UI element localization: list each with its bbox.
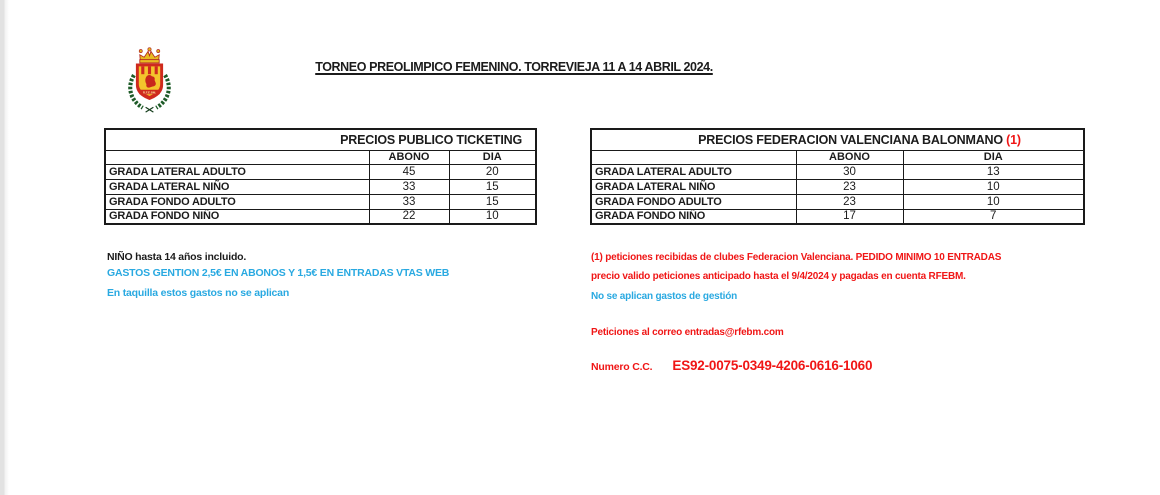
table-row [105,179,536,194]
dia-value: 10 [449,209,536,224]
row-label: GRADA FONDO ADULTO [105,194,369,209]
table-title-row [591,129,1084,150]
row-label: GRADA LATERAL ADULTO [591,164,796,179]
row-label: GRADA FONDO ADULTO [591,194,796,209]
page-title: TORNEO PREOLIMPICO FEMENINO. TORREVIEJA 11 A 14 ABRIL 2024. [315,60,713,74]
row-label: GRADA LATERAL NIÑO [105,179,369,194]
dia-value: 20 [449,164,536,179]
email-contact-line: Peticiones al correo entradas@rfebm.com [591,327,784,338]
account-label: Numero C.C. [591,361,653,373]
table-header-row [591,150,1084,164]
table-row [591,179,1084,194]
public-ticketing-table [104,128,537,225]
ticketing-notes [107,251,449,300]
dia-value: 10 [903,194,1084,209]
corner-cell [105,150,369,164]
table-header-row [105,150,536,164]
col-header-abono: ABONO [369,150,449,164]
col-header-dia: DIA [903,150,1084,164]
dia-value: 15 [449,179,536,194]
table-title: PRECIOS FEDERACION VALENCIANA BALONMANO (1) [591,129,1084,150]
federacion-valenciana-table [590,128,1085,225]
abono-value: 22 [369,209,449,224]
table-row [591,194,1084,209]
shield-icon [136,64,163,100]
note-gastos-gestion: GASTOS GENTION 2,5€ EN ABONOS Y 1,5€ EN ENTRADAS VTAS WEB [107,267,450,279]
footnote-marker: (1) [1006,132,1021,147]
table-row [105,209,536,224]
dia-value: 7 [903,209,1084,224]
rfebm-crest-logo [126,47,173,115]
viewer-left-edge [0,0,10,495]
table-title: PRECIOS PUBLICO TICKETING [105,129,536,150]
bank-account-line [591,357,872,375]
row-label: GRADA LATERAL ADULTO [105,164,369,179]
abono-value: 30 [796,164,903,179]
crown-icon [139,48,160,63]
account-number: ES92-0075-0349-4206-0616-1060 [672,358,873,373]
note-nino: NIÑO hasta 14 años incluido. [107,251,247,263]
note-taquilla: En taquilla estos gastos no se aplican [107,287,290,299]
federacion-notes [591,251,1001,303]
col-header-abono: ABONO [796,150,903,164]
corner-cell [591,150,796,164]
abono-value: 33 [369,179,449,194]
table-row [591,164,1084,179]
note-no-gastos: No se aplican gastos de gestión [591,291,738,302]
abono-value: 45 [369,164,449,179]
table-title-row [105,129,536,150]
crest-caption: R.F.E.BM. [142,90,157,95]
dia-value: 10 [903,179,1084,194]
wreath-knot [146,107,154,112]
abono-value: 23 [796,179,903,194]
row-label: GRADA FONDO NIÑO [105,209,369,224]
note-footnote-1: (1) peticiones recibidas de clubes Federacion Valenciana. PEDIDO MINIMO 10 ENTRADAS [591,252,1002,263]
col-header-dia: DIA [449,150,536,164]
table-row [105,194,536,209]
row-label: GRADA LATERAL NIÑO [591,179,796,194]
abono-value: 17 [796,209,903,224]
abono-value: 23 [796,194,903,209]
row-label: GRADA FONDO NIÑO [591,209,796,224]
abono-value: 33 [369,194,449,209]
note-precio-valido: precio valido peticiones anticipado hasta el 9/4/2024 y pagadas en cuenta RFEBM. [591,271,966,282]
dia-value: 13 [903,164,1084,179]
table-row [105,164,536,179]
table-row [591,209,1084,224]
dia-value: 15 [449,194,536,209]
